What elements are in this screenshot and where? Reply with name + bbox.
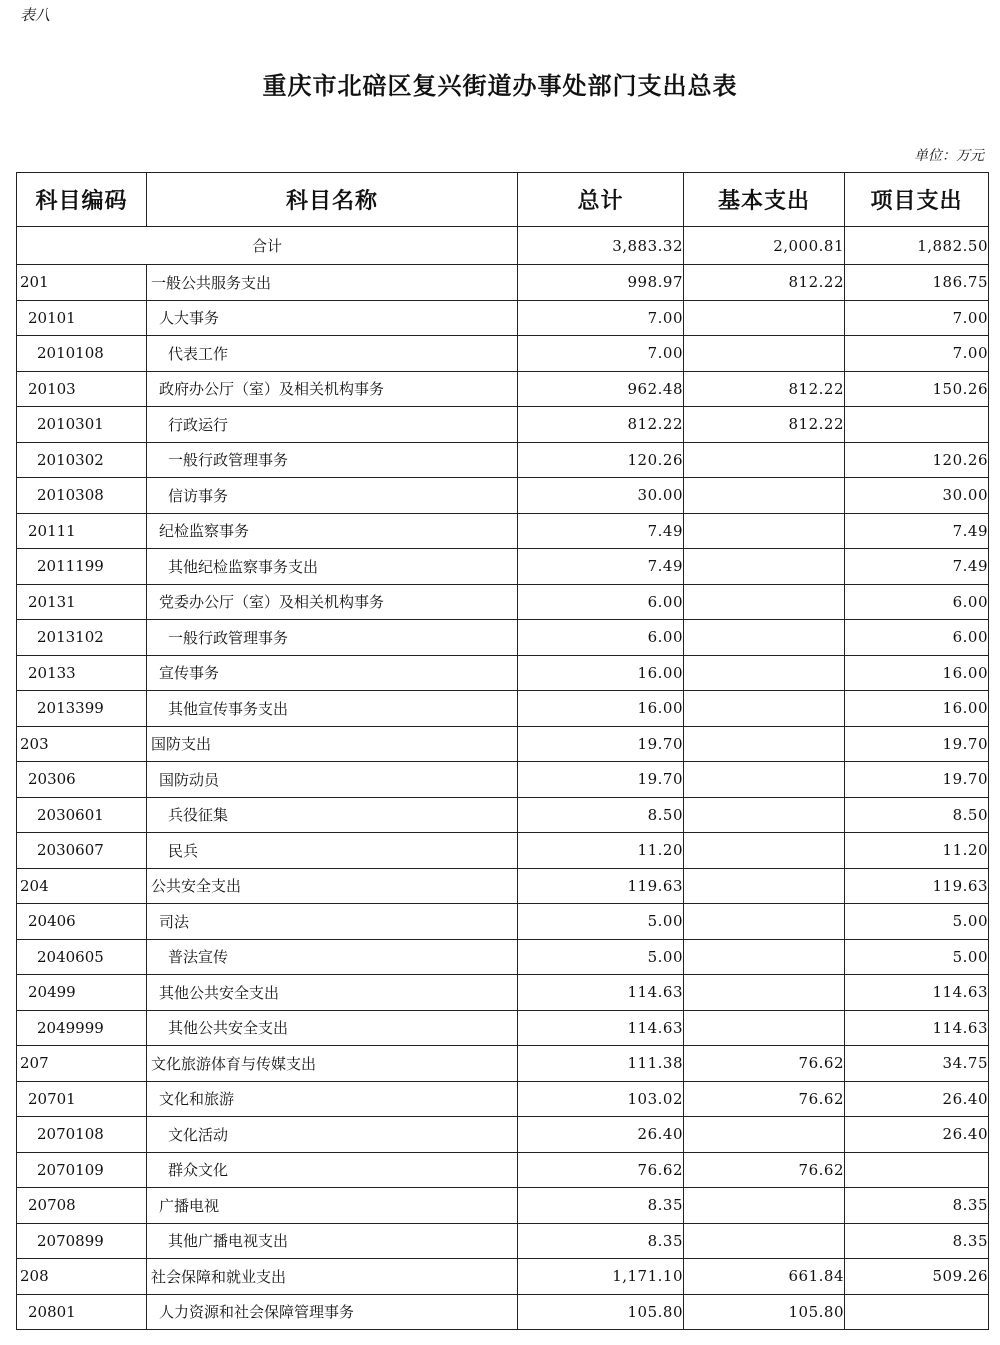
- row-name: 纪检监察事务: [147, 513, 518, 549]
- row-code: 20133: [17, 655, 147, 691]
- expenditure-table: [16, 172, 989, 1330]
- table-row: [17, 513, 989, 549]
- row-project: 34.75: [845, 1046, 989, 1082]
- row-total: 5.00: [518, 904, 684, 940]
- row-basic: [684, 655, 845, 691]
- row-code: 203: [17, 726, 147, 762]
- row-basic: [684, 1223, 845, 1259]
- row-basic: [684, 336, 845, 372]
- row-basic: 812.22: [684, 371, 845, 407]
- row-basic: [684, 549, 845, 585]
- row-project: 16.00: [845, 655, 989, 691]
- row-project: [845, 1294, 989, 1330]
- row-name: 国防动员: [147, 762, 518, 798]
- row-project: 5.00: [845, 904, 989, 940]
- row-total: 6.00: [518, 620, 684, 656]
- table-row: [17, 762, 989, 798]
- row-project: 8.35: [845, 1188, 989, 1224]
- row-name: 广播电视: [147, 1188, 518, 1224]
- table-row: [17, 1223, 989, 1259]
- row-total: 111.38: [518, 1046, 684, 1082]
- row-code: 2010308: [17, 478, 147, 514]
- table-row: [17, 584, 989, 620]
- table-row: [17, 300, 989, 336]
- row-total: 8.35: [518, 1188, 684, 1224]
- row-basic: [684, 975, 845, 1011]
- table-row: [17, 726, 989, 762]
- row-code: 2010301: [17, 407, 147, 443]
- row-name: 党委办公厅（室）及相关机构事务: [147, 584, 518, 620]
- row-total: 26.40: [518, 1117, 684, 1153]
- header-row: [17, 173, 989, 227]
- row-total: 8.50: [518, 797, 684, 833]
- row-basic: [684, 442, 845, 478]
- row-name: 文化和旅游: [147, 1081, 518, 1117]
- row-name: 政府办公厅（室）及相关机构事务: [147, 371, 518, 407]
- row-project: 186.75: [845, 265, 989, 301]
- row-code: 204: [17, 868, 147, 904]
- row-total: 6.00: [518, 584, 684, 620]
- table-row: [17, 797, 989, 833]
- row-basic: [684, 300, 845, 336]
- row-code: 20103: [17, 371, 147, 407]
- table-row: [17, 1259, 989, 1295]
- row-basic: [684, 1010, 845, 1046]
- row-code: 20708: [17, 1188, 147, 1224]
- header-basic: 基本支出: [684, 173, 845, 227]
- total-total: 3,883.32: [518, 227, 684, 265]
- row-project: [845, 1152, 989, 1188]
- row-basic: [684, 691, 845, 727]
- row-name: 一般公共服务支出: [147, 265, 518, 301]
- row-total: 30.00: [518, 478, 684, 514]
- row-basic: 76.62: [684, 1081, 845, 1117]
- row-name: 兵役征集: [147, 797, 518, 833]
- row-basic: [684, 1117, 845, 1153]
- row-project: 11.20: [845, 833, 989, 869]
- table-row: [17, 1081, 989, 1117]
- header-name: 科目名称: [147, 173, 518, 227]
- row-name: 公共安全支出: [147, 868, 518, 904]
- row-total: 16.00: [518, 655, 684, 691]
- row-total: 120.26: [518, 442, 684, 478]
- row-name: 其他公共安全支出: [147, 975, 518, 1011]
- row-name: 文化旅游体育与传媒支出: [147, 1046, 518, 1082]
- table-row: [17, 1010, 989, 1046]
- row-total: 7.49: [518, 513, 684, 549]
- row-total: 114.63: [518, 975, 684, 1011]
- row-basic: [684, 762, 845, 798]
- row-total: 5.00: [518, 939, 684, 975]
- row-total: 7.49: [518, 549, 684, 585]
- row-basic: 812.22: [684, 265, 845, 301]
- row-basic: [684, 726, 845, 762]
- row-code: 2013399: [17, 691, 147, 727]
- header-code: 科目编码: [17, 173, 147, 227]
- page-title: 重庆市北碚区复兴街道办事处部门支出总表: [262, 71, 738, 100]
- row-code: 2070109: [17, 1152, 147, 1188]
- row-code: 2040605: [17, 939, 147, 975]
- row-basic: 76.62: [684, 1046, 845, 1082]
- row-code: 2010302: [17, 442, 147, 478]
- row-project: 120.26: [845, 442, 989, 478]
- row-code: 2049999: [17, 1010, 147, 1046]
- row-name: 一般行政管理事务: [147, 442, 518, 478]
- table-row: [17, 478, 989, 514]
- row-name: 其他纪检监察事务支出: [147, 549, 518, 585]
- table-row: [17, 549, 989, 585]
- row-code: 2010108: [17, 336, 147, 372]
- row-name: 人力资源和社会保障管理事务: [147, 1294, 518, 1330]
- table-row: [17, 1294, 989, 1330]
- row-code: 2030601: [17, 797, 147, 833]
- row-project: 16.00: [845, 691, 989, 727]
- row-name: 宣传事务: [147, 655, 518, 691]
- row-project: 114.63: [845, 1010, 989, 1046]
- row-basic: [684, 1188, 845, 1224]
- row-basic: [684, 797, 845, 833]
- row-total: 812.22: [518, 407, 684, 443]
- row-basic: [684, 904, 845, 940]
- table-row: [17, 336, 989, 372]
- row-name: 行政运行: [147, 407, 518, 443]
- header-project: 项目支出: [845, 173, 989, 227]
- table-row: [17, 939, 989, 975]
- row-name: 信访事务: [147, 478, 518, 514]
- row-name: 司法: [147, 904, 518, 940]
- row-code: 2011199: [17, 549, 147, 585]
- total-basic: 2,000.81: [684, 227, 845, 265]
- row-project: 5.00: [845, 939, 989, 975]
- table-row: [17, 691, 989, 727]
- row-basic: [684, 478, 845, 514]
- row-basic: 661.84: [684, 1259, 845, 1295]
- row-project: 150.26: [845, 371, 989, 407]
- total-row: [17, 227, 989, 265]
- row-total: 19.70: [518, 762, 684, 798]
- row-name: 其他广播电视支出: [147, 1223, 518, 1259]
- table-row: [17, 868, 989, 904]
- row-name: 人大事务: [147, 300, 518, 336]
- table-number-label: 表八: [20, 6, 51, 24]
- row-total: 76.62: [518, 1152, 684, 1188]
- row-total: 8.35: [518, 1223, 684, 1259]
- table-row: [17, 620, 989, 656]
- row-basic: [684, 833, 845, 869]
- row-project: 7.00: [845, 336, 989, 372]
- row-name: 其他公共安全支出: [147, 1010, 518, 1046]
- row-code: 20499: [17, 975, 147, 1011]
- row-total: 16.00: [518, 691, 684, 727]
- row-project: 19.70: [845, 762, 989, 798]
- row-total: 119.63: [518, 868, 684, 904]
- row-name: 国防支出: [147, 726, 518, 762]
- row-basic: 812.22: [684, 407, 845, 443]
- row-total: 114.63: [518, 1010, 684, 1046]
- table-row: [17, 1117, 989, 1153]
- row-name: 其他宣传事务支出: [147, 691, 518, 727]
- table-row: [17, 407, 989, 443]
- total-project: 1,882.50: [845, 227, 989, 265]
- row-project: 8.35: [845, 1223, 989, 1259]
- table-row: [17, 904, 989, 940]
- total-label: 合计: [17, 227, 518, 265]
- row-code: 20306: [17, 762, 147, 798]
- row-basic: [684, 584, 845, 620]
- row-project: 26.40: [845, 1117, 989, 1153]
- header-total: 总计: [518, 173, 684, 227]
- row-project: 7.00: [845, 300, 989, 336]
- row-code: 207: [17, 1046, 147, 1082]
- row-code: 20701: [17, 1081, 147, 1117]
- table-row: [17, 655, 989, 691]
- row-name: 代表工作: [147, 336, 518, 372]
- row-project: [845, 407, 989, 443]
- row-code: 2013102: [17, 620, 147, 656]
- row-code: 20801: [17, 1294, 147, 1330]
- row-project: 19.70: [845, 726, 989, 762]
- row-project: 7.49: [845, 549, 989, 585]
- row-total: 103.02: [518, 1081, 684, 1117]
- row-name: 社会保障和就业支出: [147, 1259, 518, 1295]
- row-code: 208: [17, 1259, 147, 1295]
- row-basic: 76.62: [684, 1152, 845, 1188]
- table-row: [17, 371, 989, 407]
- row-name: 文化活动: [147, 1117, 518, 1153]
- row-total: 7.00: [518, 336, 684, 372]
- row-project: 119.63: [845, 868, 989, 904]
- table-row: [17, 265, 989, 301]
- row-total: 1,171.10: [518, 1259, 684, 1295]
- row-project: 30.00: [845, 478, 989, 514]
- row-total: 962.48: [518, 371, 684, 407]
- row-basic: 105.80: [684, 1294, 845, 1330]
- row-name: 群众文化: [147, 1152, 518, 1188]
- row-name: 一般行政管理事务: [147, 620, 518, 656]
- row-code: 20101: [17, 300, 147, 336]
- row-name: 普法宣传: [147, 939, 518, 975]
- row-code: 2030607: [17, 833, 147, 869]
- row-name: 民兵: [147, 833, 518, 869]
- table-body: [17, 227, 989, 1330]
- table-row: [17, 833, 989, 869]
- row-code: 2070108: [17, 1117, 147, 1153]
- row-code: 20111: [17, 513, 147, 549]
- row-code: 20406: [17, 904, 147, 940]
- row-project: 6.00: [845, 584, 989, 620]
- unit-label: 单位：万元: [914, 148, 984, 164]
- row-project: 7.49: [845, 513, 989, 549]
- row-total: 998.97: [518, 265, 684, 301]
- row-total: 11.20: [518, 833, 684, 869]
- row-basic: [684, 868, 845, 904]
- row-project: 6.00: [845, 620, 989, 656]
- row-project: 509.26: [845, 1259, 989, 1295]
- row-total: 105.80: [518, 1294, 684, 1330]
- row-basic: [684, 939, 845, 975]
- table-row: [17, 1152, 989, 1188]
- table-row: [17, 1188, 989, 1224]
- row-basic: [684, 620, 845, 656]
- row-basic: [684, 513, 845, 549]
- row-total: 7.00: [518, 300, 684, 336]
- row-project: 8.50: [845, 797, 989, 833]
- row-total: 19.70: [518, 726, 684, 762]
- row-code: 20131: [17, 584, 147, 620]
- row-project: 26.40: [845, 1081, 989, 1117]
- table-row: [17, 975, 989, 1011]
- row-code: 201: [17, 265, 147, 301]
- table-row: [17, 1046, 989, 1082]
- row-code: 2070899: [17, 1223, 147, 1259]
- table-row: [17, 442, 989, 478]
- row-project: 114.63: [845, 975, 989, 1011]
